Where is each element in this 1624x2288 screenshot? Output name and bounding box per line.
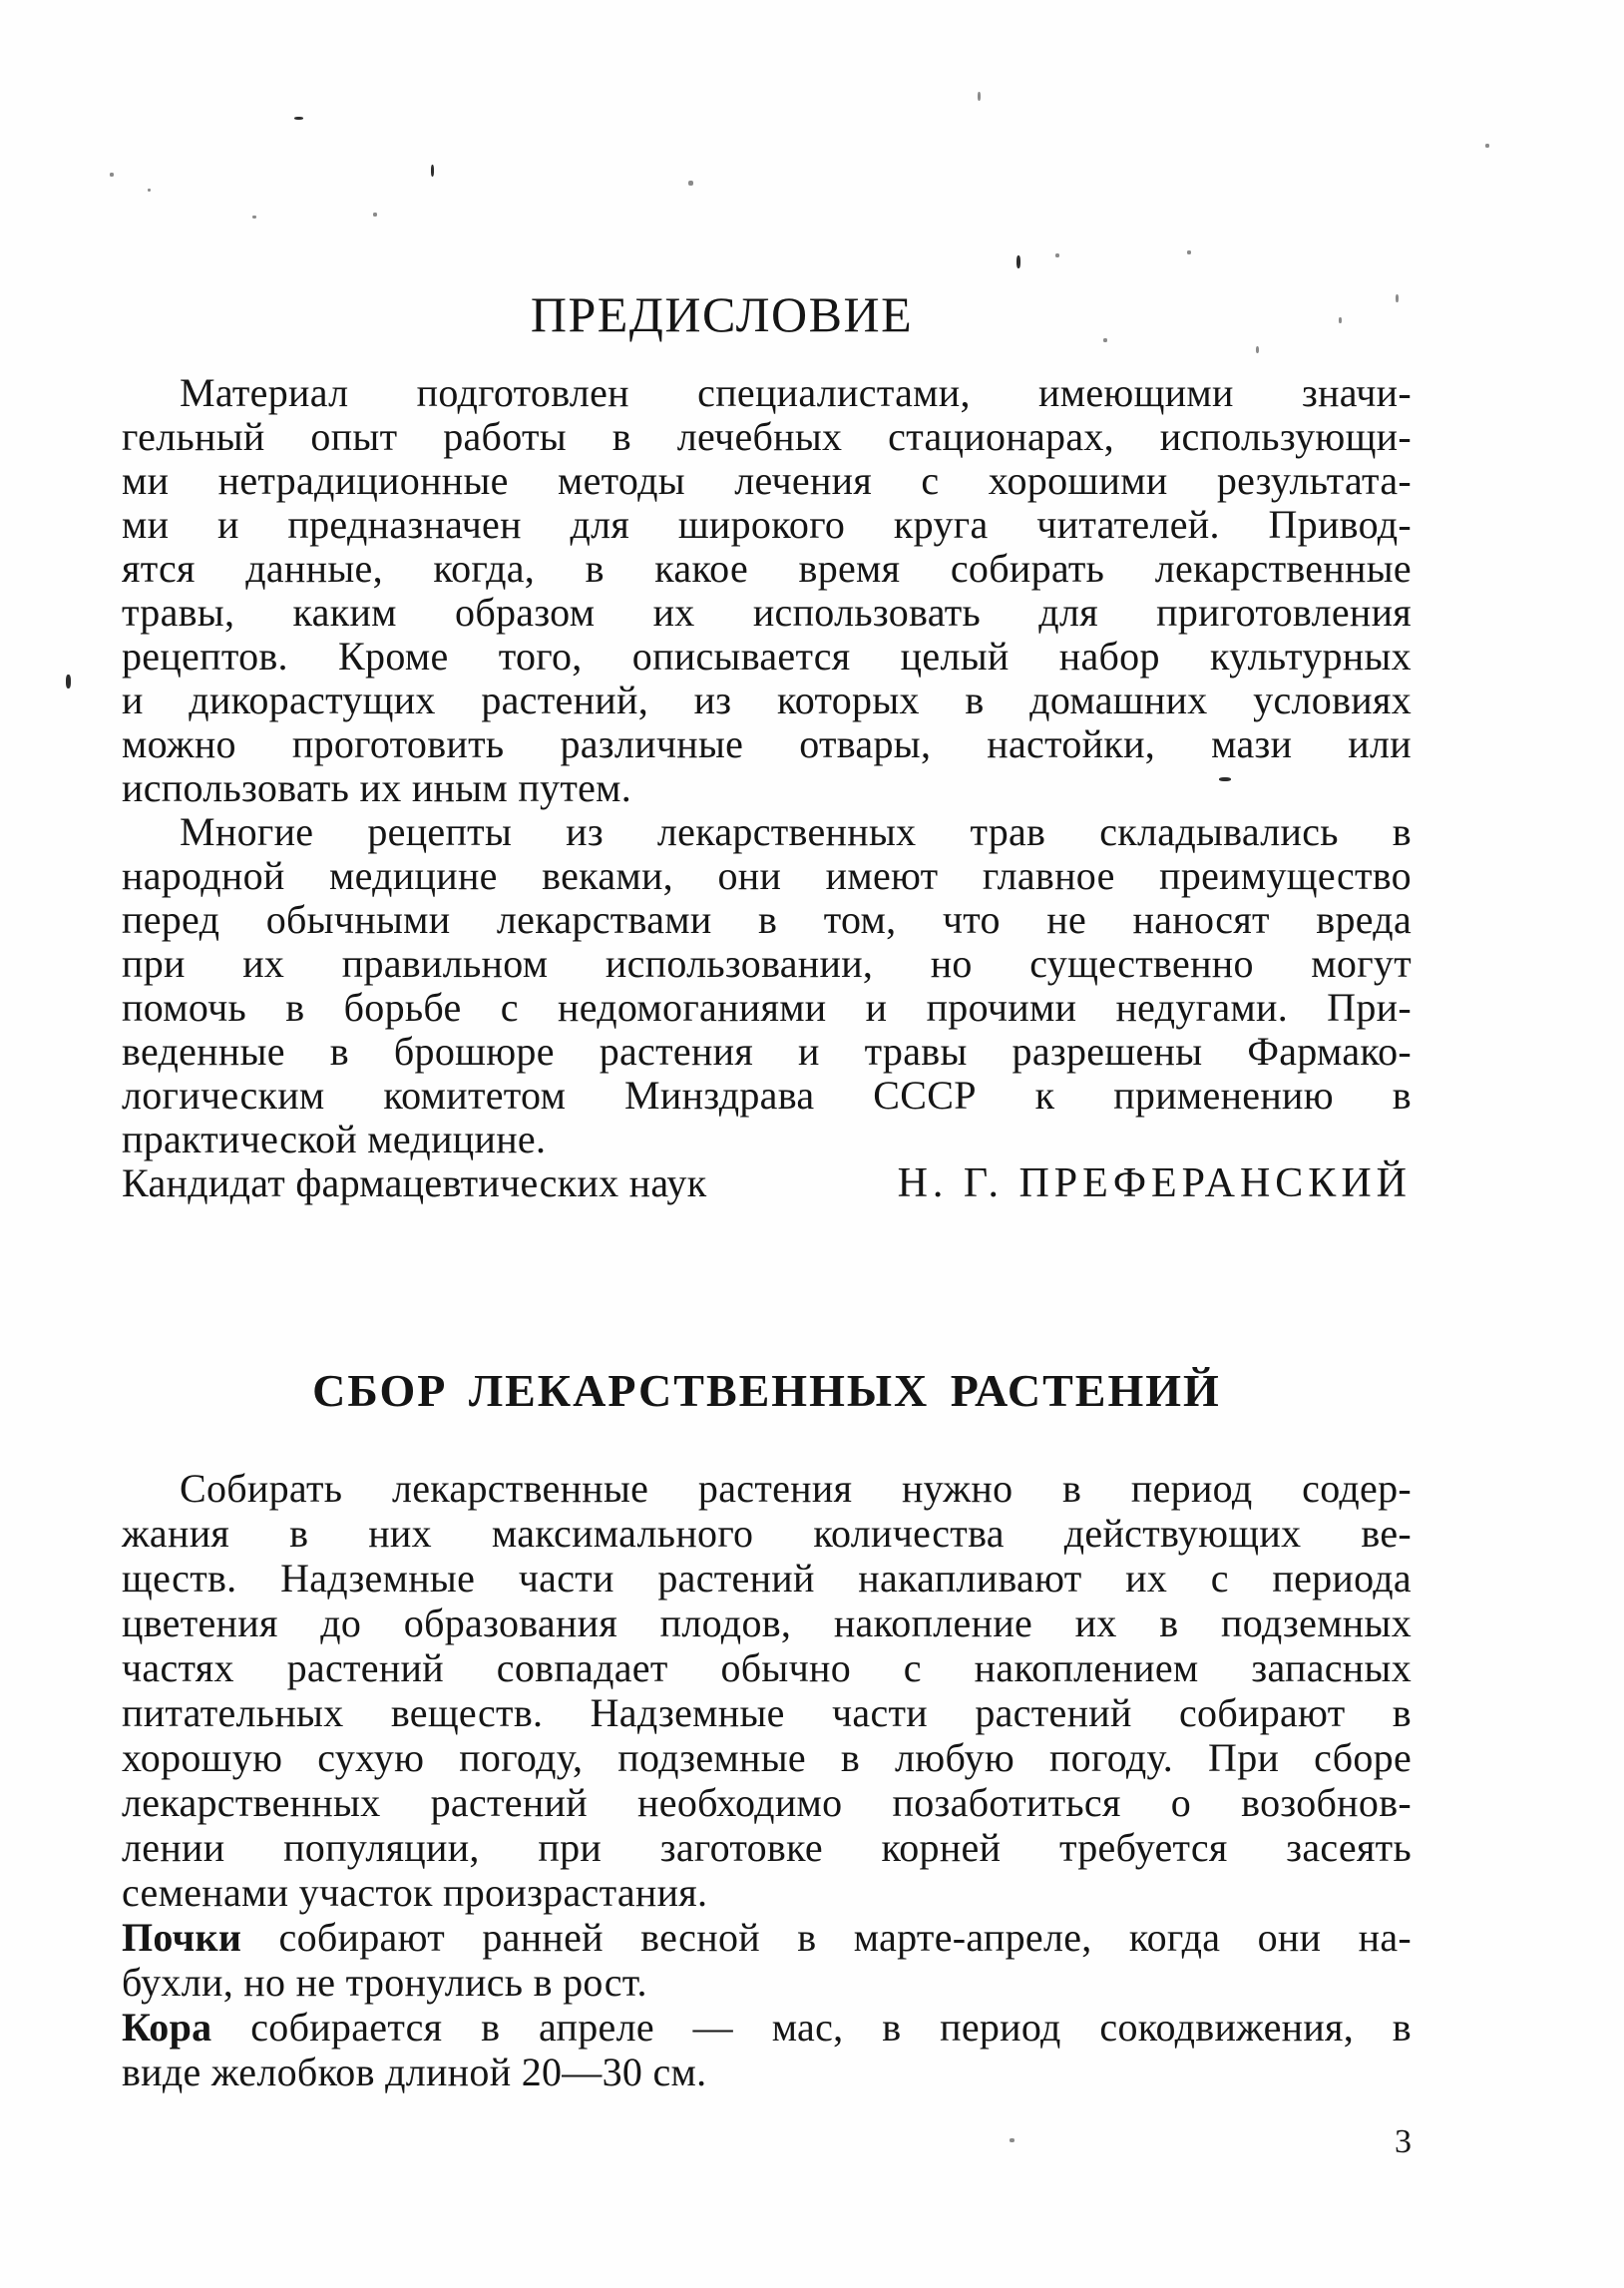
- text-line: бухли, но не тронулись в рост.: [122, 1960, 647, 2005]
- text-line: ществ. Надземные части растений накапливают их с периода: [122, 1556, 1412, 1601]
- text-line: Многие рецепты из лекарственных трав складывались в: [180, 809, 1412, 854]
- text-line: и дикорастущих растений, из которых в домашних условиях: [122, 678, 1412, 722]
- text-line: частях растений совпадает обычно с накоплением запасных: [122, 1645, 1412, 1690]
- scan-speck: [252, 216, 256, 219]
- scan-speck: [66, 675, 71, 688]
- text-line: Материал подготовлен специалистами, имеющими значи-: [180, 370, 1412, 415]
- scan-speck: [110, 173, 114, 177]
- text-line: логическим комитетом Минздрава СССР к применению в: [122, 1073, 1412, 1118]
- scan-speck: [1055, 253, 1059, 257]
- text-line: ми и предназначен для широкого круга читателей. Привод-: [122, 502, 1412, 547]
- text-line: виде желобков длиной 20—30 см.: [122, 2050, 707, 2094]
- text-line: жания в них максимального количества действующих ве-: [122, 1511, 1412, 1556]
- scan-speck: [1339, 317, 1342, 323]
- preface-text-column: [122, 371, 1412, 1205]
- text-line: помочь в борьбе с недомоганиями и прочими недугами. При-: [122, 985, 1412, 1030]
- entry-term: Кора: [122, 2005, 212, 2050]
- scan-speck: [1187, 250, 1191, 254]
- text-line: хорошую сухую погоду, подземные в любую погоду. При сборе: [122, 1735, 1412, 1780]
- entry-kora-line: [122, 2005, 1412, 2050]
- text-line: питательных веществ. Надземные части растений собирают в: [122, 1690, 1412, 1735]
- section-title: СБОР ЛЕКАРСТВЕННЫХ РАСТЕНИЙ: [312, 1365, 1221, 1416]
- entry-text: собирается в апреле — мас, в период сокодвижения, в: [250, 2005, 1412, 2050]
- scan-speck: [1396, 294, 1399, 302]
- entry-text: собирают ранней весной в марте-апреле, когда они на-: [278, 1915, 1412, 1960]
- text-line: лении популяции, при заготовке корней требуется засеять: [122, 1825, 1412, 1870]
- scan-speck: [431, 165, 434, 177]
- collection-text-column: [122, 1466, 1412, 2094]
- text-line: веденные в брошюре растения и травы разрешены Фармако-: [122, 1029, 1412, 1074]
- entry-pochki-line: [122, 1915, 1412, 1960]
- signature-role: Кандидат фармацевтических наук: [122, 1160, 707, 1205]
- text-line: ятся данные, когда, в какое время собирать лекарственные: [122, 546, 1412, 591]
- scan-speck: [1485, 144, 1489, 148]
- text-line: цветения до образования плодов, накопление их в подземных: [122, 1601, 1412, 1645]
- scan-speck: [1016, 255, 1020, 268]
- scan-speck: [1256, 346, 1259, 353]
- text-line: при их правильном использовании, но существенно могут: [122, 941, 1412, 986]
- scan-speck: [688, 181, 693, 186]
- text-line: практической медицине.: [122, 1117, 547, 1161]
- text-line: травы, каким образом их использовать для приготовления: [122, 590, 1412, 635]
- text-line: семенами участок произрастания.: [122, 1870, 708, 1915]
- text-line: перед обычными лекарствами в том, что не наносят вреда: [122, 897, 1412, 942]
- scan-speck: [373, 213, 377, 217]
- scan-speck: [294, 117, 303, 120]
- preface-title: ПРЕДИСЛОВИЕ: [530, 286, 914, 342]
- page-number: 3: [1395, 2123, 1412, 2160]
- text-line: гельный опыт работы в лечебных стационарах, использующи-: [122, 414, 1412, 459]
- scan-speck: [1010, 2138, 1015, 2142]
- scan-speck: [148, 189, 151, 192]
- text-line: можно проготовить различные отвары, настойки, мази или: [122, 721, 1412, 766]
- entry-term: Почки: [122, 1915, 242, 1960]
- text-line: использовать их иным путем.: [122, 765, 632, 810]
- scan-speck: [978, 92, 981, 101]
- text-line: рецептов. Кроме того, описывается целый набор культурных: [122, 634, 1412, 679]
- signature-name: Н. Г. ПРЕФЕРАНСКИЙ: [897, 1160, 1412, 1206]
- signature-line: [122, 1161, 1412, 1205]
- text-line: лекарственных растений необходимо позаботиться о возобнов-: [122, 1780, 1412, 1825]
- text-line: ми нетрадиционные методы лечения с хорошими результата-: [122, 458, 1412, 503]
- text-line: Собирать лекарственные растения нужно в период содер-: [180, 1466, 1412, 1511]
- text-line: народной медицине веками, они имеют главное преимущество: [122, 853, 1412, 898]
